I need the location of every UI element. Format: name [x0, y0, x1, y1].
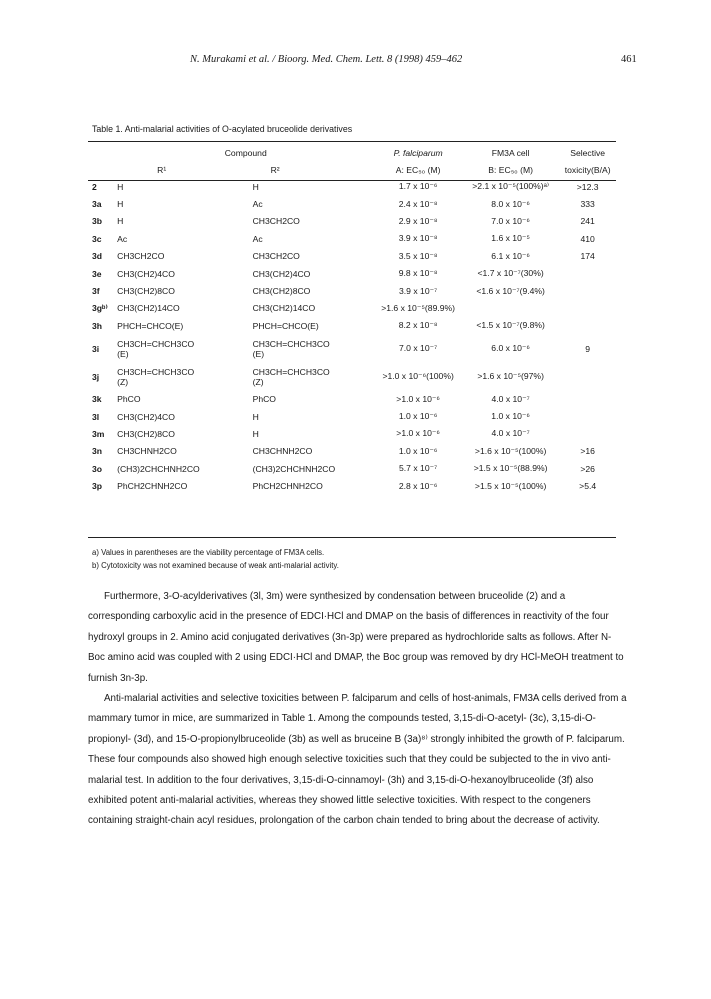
pf-ec50-cell: 1.7 x 10⁻⁶ [398, 181, 438, 192]
r2-cell: H [252, 181, 259, 192]
r1-cell: CH3(CH2)4CO [117, 411, 175, 422]
table-header-row-2 [88, 161, 616, 178]
selective-toxicity-cell [559, 265, 616, 282]
r2-cell: PhCH2CHNH2CO [252, 481, 323, 492]
r1-cell: CH3CH2CO [117, 251, 165, 262]
selective-toxicity-cell [559, 425, 616, 442]
pf-ec50-cell: 2.9 x 10⁻⁸ [398, 215, 438, 226]
pf-ec50-cell: 5.7 x 10⁻⁷ [399, 463, 438, 474]
r2-cell: H [252, 428, 259, 439]
r1-cell: H [117, 181, 124, 192]
fm3a-ec50-cell: <1.7 x 10⁻⁷(30%) [477, 268, 544, 279]
r2-cell: CH3CH=CHCH3CO (E) [253, 335, 375, 363]
table-caption: Table 1. Anti-malarial activities of O-acylated bruceolide derivatives [92, 124, 353, 134]
table-row [88, 230, 616, 247]
selective-toxicity-cell [559, 408, 616, 425]
fm3a-ec50-cell: 1.0 x 10⁻⁶ [491, 411, 530, 422]
r1-cell: H [117, 216, 124, 227]
compound-id: 3c [92, 233, 102, 244]
r2-cell: CH3(CH2)4CO [252, 268, 311, 279]
r1-cell-isomer: (Z) [117, 376, 129, 387]
pf-ec50-cell: 1.0 x 10⁻⁶ [398, 445, 438, 456]
compound-id: 3m [92, 428, 105, 439]
pf-ec50-cell: 8.2 x 10⁻⁸ [398, 320, 438, 331]
table-row [88, 248, 616, 265]
table-row [88, 443, 616, 460]
fm3a-ec50-cell [462, 300, 559, 317]
compound-id: 3o [92, 463, 103, 474]
r2-cell: CH3CH=CHCH3CO (Z) [253, 363, 375, 391]
selective-toxicity-cell: >16 [580, 446, 595, 457]
header-r1: R¹ [157, 164, 167, 175]
r2-cell-isomer: (E) [252, 348, 265, 359]
r1-cell: Ac [117, 233, 128, 244]
fm3a-ec50-cell: <1.6 x 10⁻⁷(9.4%) [476, 285, 545, 296]
r1-cell: PhCO [117, 394, 141, 405]
header-sel-line1: Selective [570, 148, 606, 158]
compound-id: 2 [92, 181, 97, 192]
table-row [88, 391, 616, 408]
selective-toxicity-cell [559, 300, 616, 317]
pf-ec50-cell: 3.5 x 10⁻⁸ [398, 250, 438, 261]
fm3a-ec50-cell: 6.0 x 10⁻⁶ [491, 343, 530, 354]
table-row [88, 213, 616, 230]
table-row [88, 408, 616, 425]
compound-id: 3n [92, 446, 103, 457]
selective-toxicity-cell: 410 [580, 233, 595, 244]
table-top-rule [88, 141, 616, 142]
r2-cell: CH3CHNH2CO [252, 446, 313, 457]
fm3a-ec50-cell: >1.5 x 10⁻⁵(100%) [474, 480, 547, 491]
selective-toxicity-cell [559, 363, 616, 391]
fm3a-ec50-cell: <1.5 x 10⁻⁷(9.8%) [476, 320, 545, 331]
pf-ec50-cell: 9.8 x 10⁻⁸ [398, 268, 438, 279]
selective-toxicity-cell [559, 317, 616, 334]
pf-ec50-cell: 1.0 x 10⁻⁶ [398, 411, 438, 422]
r2-cell: CH3(CH2)14CO [252, 303, 316, 314]
pf-ec50-cell: >1.0 x 10⁻⁶ [396, 428, 440, 439]
body-text [88, 587, 628, 832]
compound-id: 3e [92, 268, 102, 279]
fm3a-ec50-cell: 1.6 x 10⁻⁵ [491, 233, 530, 244]
compound-id: 3p [92, 481, 103, 492]
table-row [88, 477, 616, 494]
pf-ec50-cell: 2.8 x 10⁻⁶ [398, 480, 438, 491]
data-table [88, 145, 616, 495]
selective-toxicity-cell: 241 [580, 216, 595, 227]
paragraph-1: Furthermore, 3-O-acylderivatives (3l, 3m) were synthesized by condensation between bruceolide (2) and a corresponding carboxylic acid in the presence of EDCI·HCl and DMAP on the basis of differences in reactivity of the four hydroxyl groups in 2. Amino acid conjugated derivatives (3n-3p) were prepared as hydrochloride salts as follows. After N-Boc amino acid was coupled with 2 using EDCI·HCl and DMAP, the Boc group was removed by dry HCl-MeOH treatment to furnish 3n-3p. [88, 591, 624, 684]
r1-cell: PHCH=CHCO(E) [117, 320, 184, 331]
table-row [88, 425, 616, 442]
selective-toxicity-cell [559, 391, 616, 408]
fm3a-ec50-cell: 6.1 x 10⁻⁶ [491, 250, 530, 261]
table-row [88, 282, 616, 299]
r2-cell: PHCH=CHCO(E) [252, 320, 319, 331]
pf-ec50-cell: 2.4 x 10⁻⁸ [398, 198, 438, 209]
compound-id: 3d [92, 251, 103, 262]
fm3a-ec50-cell: >1.5 x 10⁻⁵(88.9%) [473, 463, 548, 474]
r1-cell: H [117, 199, 124, 210]
compound-id: 3h [92, 320, 103, 331]
r1-cell: CH3CH=CHCH3CO (E) [117, 335, 252, 363]
fm3a-ec50-cell: 4.0 x 10⁻⁷ [491, 428, 530, 439]
selective-toxicity-cell: 174 [580, 251, 595, 262]
header-fm-line2: B: EC₅₀ (M) [488, 164, 533, 175]
r2-cell: Ac [252, 233, 263, 244]
header-r2: R² [270, 164, 280, 175]
header-compound: Compound [224, 148, 267, 158]
r1-cell: CH3(CH2)8CO [117, 286, 175, 297]
r1-cell: CH3CH=CHCH3CO (Z) [117, 363, 252, 391]
selective-toxicity-cell [559, 282, 616, 299]
table-row [88, 178, 616, 195]
fm3a-ec50-cell: >2.1 x 10⁻⁵(100%)ᵃ⁾ [472, 181, 549, 192]
r2-cell: PhCO [252, 394, 276, 405]
table-bottom-rule [88, 537, 616, 538]
header-fm-line1: FM3A cell [491, 148, 530, 158]
r2-cell-isomer: (Z) [252, 376, 264, 387]
paragraph-2: Anti-malarial activities and selective toxicities between P. falciparum and cells of host-animals, FM3A cells derived from a mammary tumor in mice, are summarized in Table 1. Among the compounds tested, 3,15-di-O-acetyl- (3c), 3,15-di-O-propionyl- (3d), and 15-O-propionylbruceolide (3b) as well as bruceine B (3a)⁸⁾ strongly inhibited the growth of P. falciparum. These four compounds also showed high enough selective toxicities such that they could be subjected to the in vivo anti-malarial test. In addition to the four derivatives, 3,15-di-O-cinnamoyl- (3h) and 3,15-di-O-hexanoylbruceolide (3f) also exhibited potent anti-malarial activities, whereas they showed little selective toxicities. With respect to the congeners containing straight-chain acyl residues, prolongation of the carbon chain tended to bring about the decrease of activity. [88, 693, 627, 827]
header-sel-line2: toxicity(B/A) [564, 164, 611, 175]
table-row [88, 363, 616, 391]
fm3a-ec50-cell: >1.6 x 10⁻⁵(97%) [477, 371, 544, 382]
r2-cell: (CH3)2CHCHNH2CO [252, 463, 336, 474]
r2-cell: CH3CH2CO [252, 251, 300, 262]
r1-cell: PhCH2CHNH2CO [117, 481, 188, 492]
compound-id: 3b [92, 216, 103, 227]
r2-cell: CH3CH2CO [252, 216, 300, 227]
table-row [88, 300, 616, 317]
header-pf-line1: P. falciparum [393, 148, 443, 158]
compound-id: 3l [92, 411, 100, 422]
fm3a-ec50-cell: 7.0 x 10⁻⁶ [491, 215, 530, 226]
footnote-a: a) Values in parentheses are the viability percentage of FM3A cells. [92, 548, 325, 557]
selective-toxicity-cell: 9 [585, 343, 591, 354]
table-row [88, 335, 616, 363]
r1-cell: (CH3)2CHCHNH2CO [117, 463, 200, 474]
r1-cell: CH3(CH2)4CO [117, 268, 175, 279]
r1-cell: CH3CHNH2CO [117, 446, 177, 457]
fm3a-ec50-cell: >1.6 x 10⁻⁵(100%) [474, 445, 547, 456]
compound-id: 3k [92, 394, 102, 405]
r2-cell: CH3(CH2)8CO [252, 286, 311, 297]
running-head: N. Murakami et al. / Bioorg. Med. Chem. Lett. 8 (1998) 459–462 [190, 54, 463, 65]
page-number: 461 [621, 54, 637, 65]
pf-ec50-cell: >1.6 x 10⁻⁵(89.9%) [381, 302, 456, 313]
table-row [88, 317, 616, 334]
table-row [88, 195, 616, 212]
page-header [0, 54, 711, 70]
table-row [88, 460, 616, 477]
table-header-row-1 [88, 145, 616, 161]
compound-id: 3i [92, 343, 100, 354]
compound-id: 3gᵇ⁾ [92, 302, 108, 313]
selective-toxicity-cell: 333 [580, 199, 595, 210]
selective-toxicity-cell: >12.3 [576, 181, 599, 192]
selective-toxicity-cell: >26 [580, 463, 595, 474]
pf-ec50-cell: >1.0 x 10⁻⁶(100%) [382, 371, 454, 382]
compound-id: 3f [92, 286, 100, 297]
fm3a-ec50-cell: 8.0 x 10⁻⁶ [491, 198, 530, 209]
header-pf-line2: A: EC₅₀ (M) [395, 164, 441, 175]
r2-cell: Ac [252, 199, 263, 210]
r2-cell: H [252, 411, 259, 422]
pf-ec50-cell: >1.0 x 10⁻⁶ [396, 393, 440, 404]
selective-toxicity-cell: >5.4 [579, 481, 597, 492]
pf-ec50-cell: 3.9 x 10⁻⁸ [398, 233, 438, 244]
table-row [88, 265, 616, 282]
r1-cell: CH3(CH2)14CO [117, 303, 180, 314]
r1-cell: CH3(CH2)8CO [117, 428, 175, 439]
compound-id: 3j [92, 371, 100, 382]
r1-cell-isomer: (E) [117, 348, 129, 359]
fm3a-ec50-cell: 4.0 x 10⁻⁷ [491, 393, 530, 404]
compound-id: 3a [92, 199, 102, 210]
footnote-b: b) Cytotoxicity was not examined because of weak anti-malarial activity. [92, 561, 339, 570]
pf-ec50-cell: 3.9 x 10⁻⁷ [399, 285, 438, 296]
table-footnotes [92, 546, 339, 572]
pf-ec50-cell: 7.0 x 10⁻⁷ [399, 343, 438, 354]
